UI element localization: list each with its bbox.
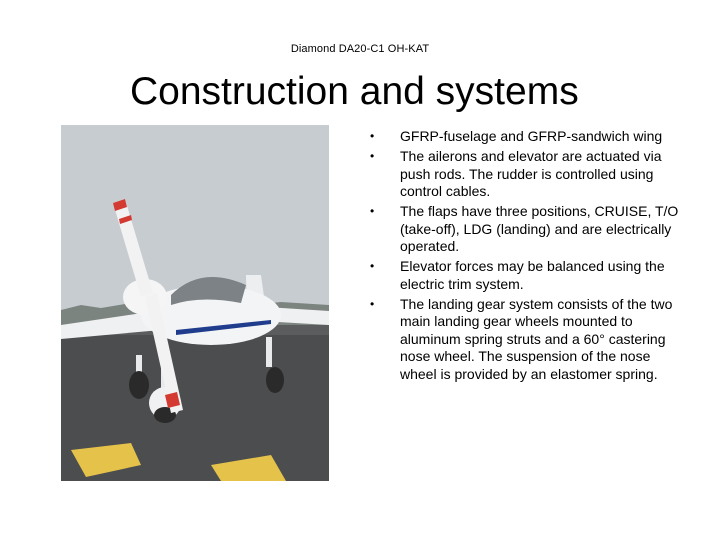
- bullet-list: [370, 128, 680, 386]
- bullet-text: The ailerons and elevator are actuated via push rods. The rudder is controlled using control cables.: [400, 148, 662, 199]
- slide-title: Construction and systems: [130, 70, 579, 113]
- bullet-dot-icon: •: [370, 259, 375, 273]
- bullet-item: [370, 296, 680, 384]
- bullet-text: The landing gear system consists of the two main landing gear wheels mounted to aluminum spring struts and a 60° castering nose wheel. The suspension of the nose wheel is provided by an elastomer spring.: [400, 295, 673, 382]
- bullet-dot-icon: •: [370, 149, 375, 163]
- bullet-item: [370, 203, 680, 256]
- bullet-text: Elevator forces may be balanced using the electric trim system.: [400, 258, 665, 292]
- bullet-dot-icon: •: [370, 204, 375, 218]
- bullet-dot-icon: •: [370, 296, 375, 311]
- bullet-dot-icon: •: [370, 129, 375, 143]
- slide-header-caption: Diamond DA20-C1 OH-KAT: [290, 43, 430, 55]
- bullet-item: [370, 148, 680, 201]
- bullet-text: The flaps have three positions, CRUISE, T/O (take-off), LDG (landing) and are electrically operated.: [400, 203, 679, 254]
- bullet-text: GFRP-fuselage and GFRP-sandwich wing: [400, 128, 663, 144]
- bullet-item: [370, 258, 680, 293]
- bullet-item: [370, 128, 680, 146]
- aircraft-photo: [61, 125, 329, 481]
